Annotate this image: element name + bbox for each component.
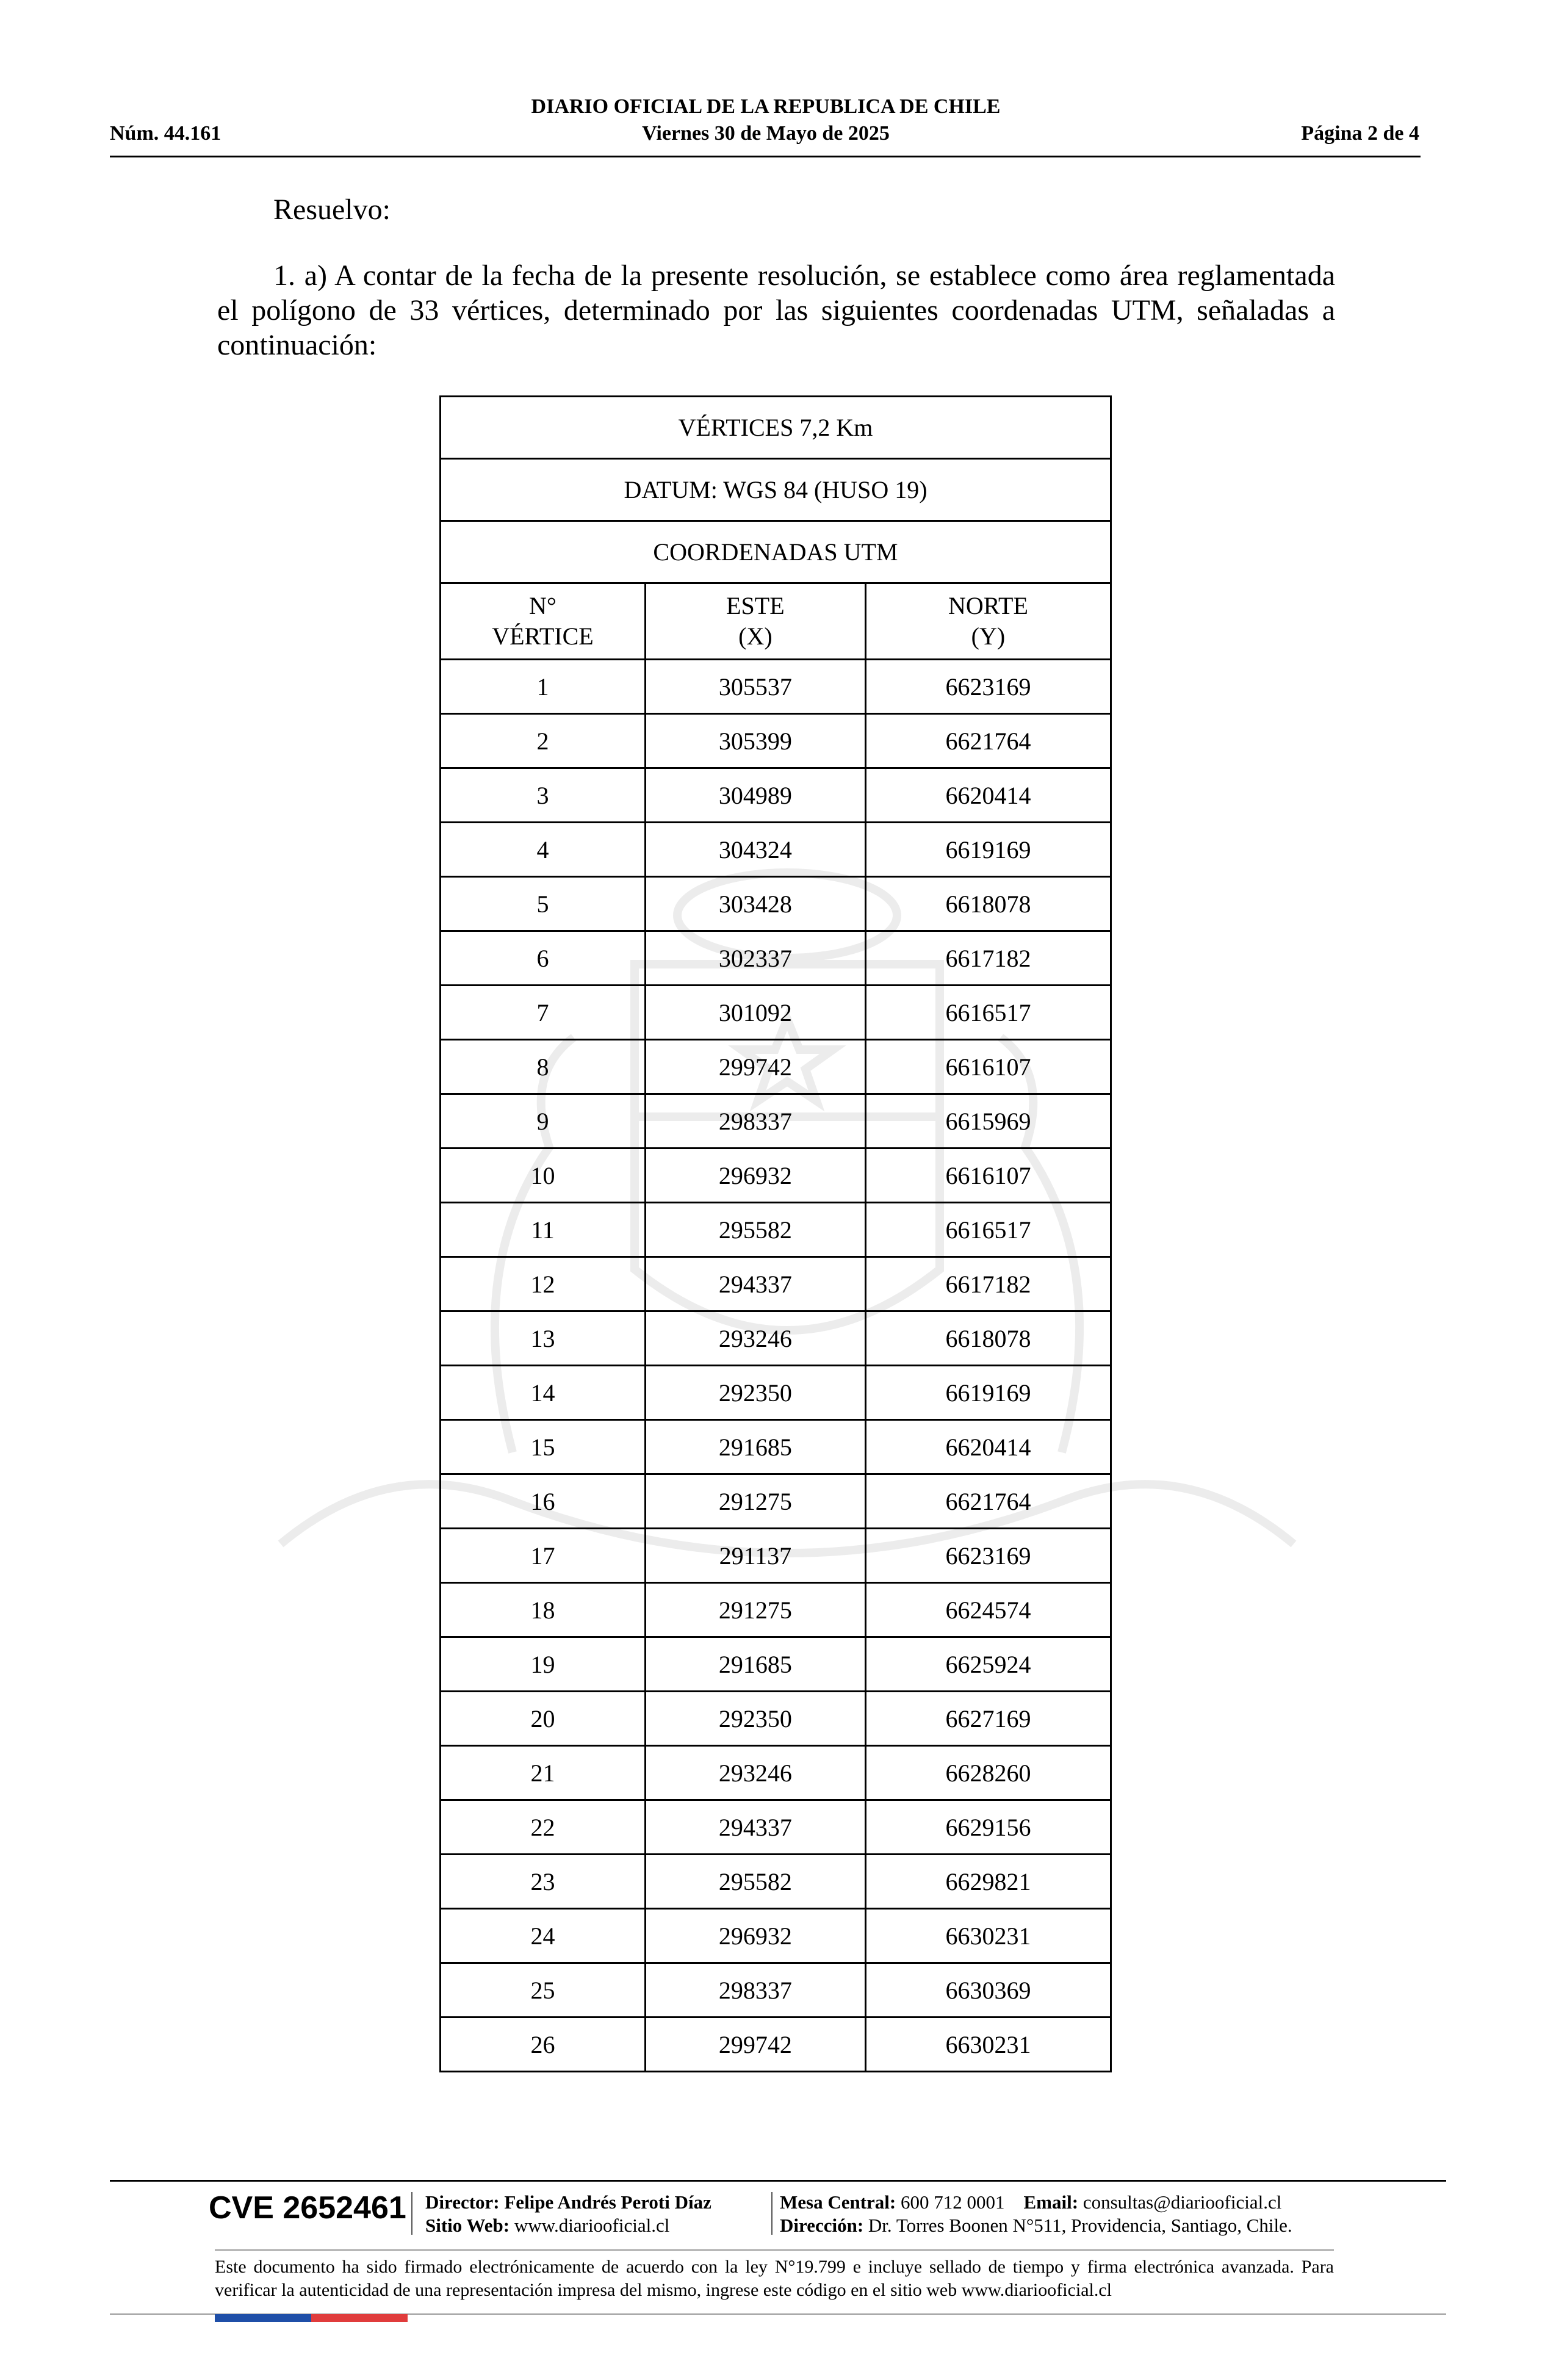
norte-cell: 6621764: [865, 1474, 1111, 1529]
vertex-number-cell: 25: [441, 1963, 646, 2018]
norte-cell: 6616517: [865, 986, 1111, 1040]
table-title-row: [441, 397, 1111, 459]
table-row: [441, 1800, 1111, 1855]
vertex-number-cell: 8: [441, 1040, 646, 1094]
issue-number: Núm. 44.161: [110, 122, 222, 145]
table-coords-label-row: [441, 521, 1111, 583]
este-cell: 295582: [645, 1855, 865, 1909]
signature-notice: Este documento ha sido firmado electrónicamente de acuerdo con la ley N°19.799 e incluye sellado de tiempo y firma electrónica avanzada. Para verificar la autenticidad de una representación impresa del mismo, ingrese este código en el sitio web www.diariooficial.cl: [215, 2257, 1334, 2300]
table-row: [441, 986, 1111, 1040]
vertex-number-cell: 23: [441, 1855, 646, 1909]
este-cell: 294337: [645, 1257, 865, 1311]
norte-cell: 6620414: [865, 1420, 1111, 1474]
table-row: [441, 1149, 1111, 1203]
column-header-vertex-line1: N°: [529, 592, 556, 619]
vertex-number-cell: 19: [441, 1637, 646, 1692]
email-label: Email:: [1023, 2191, 1079, 2213]
table-row: [441, 1692, 1111, 1746]
este-cell: 293246: [645, 1311, 865, 1366]
resolution-paragraph: 1. a) A contar de la fecha de la presente resolución, se establece como área reglamentada el polígono de 33 vértices, determinado por las siguientes coordenadas UTM, señaladas a continuación:: [217, 259, 1335, 361]
este-cell: 298337: [645, 1094, 865, 1149]
vertex-number-cell: 6: [441, 931, 646, 986]
table-row: [441, 823, 1111, 877]
email-link[interactable]: consultas@diariooficial.cl: [1082, 2191, 1282, 2213]
vertex-number-cell: 4: [441, 823, 646, 877]
norte-cell: 6629821: [865, 1855, 1111, 1909]
norte-cell: 6617182: [865, 1257, 1111, 1311]
flag-stripe-blue: [215, 2314, 311, 2322]
column-header-norte: [865, 583, 1111, 660]
header-divider: [110, 156, 1421, 157]
norte-cell: 6630231: [865, 2018, 1111, 2072]
table-row: [441, 1311, 1111, 1366]
vertex-number-cell: 1: [441, 660, 646, 714]
website-link[interactable]: www.diariooficial.cl: [514, 2215, 670, 2236]
norte-cell: 6616107: [865, 1149, 1111, 1203]
column-header-norte-line1: NORTE: [948, 592, 1028, 619]
norte-cell: 6630231: [865, 1909, 1111, 1963]
vertex-number-cell: 26: [441, 2018, 646, 2072]
vertex-number-cell: 20: [441, 1692, 646, 1746]
este-cell: 293246: [645, 1746, 865, 1800]
vertex-number-cell: 2: [441, 714, 646, 768]
norte-cell: 6619169: [865, 823, 1111, 877]
column-header-norte-line2: (Y): [971, 622, 1006, 650]
vertex-number-cell: 18: [441, 1583, 646, 1637]
table-row: [441, 1637, 1111, 1692]
vertex-number-cell: 3: [441, 768, 646, 823]
phone-number: 600 712 0001: [901, 2191, 1005, 2213]
vertex-number-cell: 12: [441, 1257, 646, 1311]
table-row: [441, 1746, 1111, 1800]
este-cell: 301092: [645, 986, 865, 1040]
column-header-vertex: [441, 583, 646, 660]
director-name: Felipe Andrés Peroti Díaz: [504, 2191, 711, 2213]
footer-contact-block: [780, 2191, 1292, 2237]
table-row: [441, 1257, 1111, 1311]
este-cell: 291137: [645, 1529, 865, 1583]
este-cell: 304989: [645, 768, 865, 823]
este-cell: 292350: [645, 1366, 865, 1420]
flag-stripe-red: [311, 2314, 408, 2322]
cve-code: CVE 2652461: [209, 2190, 406, 2226]
table-row: [441, 1040, 1111, 1094]
table-column-headers: [441, 583, 1111, 660]
este-cell: 298337: [645, 1963, 865, 2018]
norte-cell: 6618078: [865, 877, 1111, 931]
este-cell: 302337: [645, 931, 865, 986]
este-cell: 291685: [645, 1420, 865, 1474]
table-row: [441, 660, 1111, 714]
column-header-este-line2: (X): [738, 622, 773, 650]
table-row: [441, 877, 1111, 931]
vertex-number-cell: 24: [441, 1909, 646, 1963]
norte-cell: 6620414: [865, 768, 1111, 823]
table-coords-label: COORDENADAS UTM: [441, 521, 1111, 583]
norte-cell: 6616517: [865, 1203, 1111, 1257]
este-cell: 295582: [645, 1203, 865, 1257]
issue-date: Viernes 30 de Mayo de 2025: [642, 122, 890, 145]
este-cell: 291685: [645, 1637, 865, 1692]
footer-separator: [771, 2192, 773, 2235]
este-cell: 303428: [645, 877, 865, 931]
page-indicator: Página 2 de 4: [1301, 122, 1419, 145]
column-header-este-line1: ESTE: [726, 592, 785, 619]
table-row: [441, 1909, 1111, 1963]
table-row: [441, 1203, 1111, 1257]
norte-cell: 6619169: [865, 1366, 1111, 1420]
table-row: [441, 714, 1111, 768]
column-header-vertex-line2: VÉRTICE: [492, 622, 594, 650]
resuelvo-heading: Resuelvo:: [273, 193, 391, 226]
norte-cell: 6615969: [865, 1094, 1111, 1149]
newspaper-title: DIARIO OFICIAL DE LA REPUBLICA DE CHILE: [531, 95, 1001, 118]
table-title: VÉRTICES 7,2 Km: [441, 397, 1111, 459]
table-row: [441, 1474, 1111, 1529]
vertex-number-cell: 11: [441, 1203, 646, 1257]
table-row: [441, 1420, 1111, 1474]
footer-director-block: [425, 2191, 711, 2237]
norte-cell: 6624574: [865, 1583, 1111, 1637]
norte-cell: 6628260: [865, 1746, 1111, 1800]
vertex-number-cell: 17: [441, 1529, 646, 1583]
table-row: [441, 2018, 1111, 2072]
vertex-number-cell: 22: [441, 1800, 646, 1855]
table-row: [441, 1963, 1111, 2018]
table-row: [441, 1094, 1111, 1149]
este-cell: 296932: [645, 1909, 865, 1963]
footer-divider-mid: [215, 2249, 1334, 2251]
norte-cell: 6617182: [865, 931, 1111, 986]
table-row: [441, 1529, 1111, 1583]
footer-separator: [411, 2192, 412, 2235]
address-label: Dirección:: [780, 2215, 864, 2236]
vertex-number-cell: 21: [441, 1746, 646, 1800]
table-row: [441, 1855, 1111, 1909]
norte-cell: 6627169: [865, 1692, 1111, 1746]
table-datum-row: [441, 459, 1111, 521]
este-cell: 294337: [645, 1800, 865, 1855]
column-header-este: [645, 583, 865, 660]
norte-cell: 6623169: [865, 660, 1111, 714]
vertex-number-cell: 15: [441, 1420, 646, 1474]
vertex-number-cell: 10: [441, 1149, 646, 1203]
table-row: [441, 931, 1111, 986]
phone-label: Mesa Central:: [780, 2191, 896, 2213]
website-label: Sitio Web:: [425, 2215, 510, 2236]
footer-divider-top: [110, 2180, 1446, 2182]
este-cell: 299742: [645, 1040, 865, 1094]
vertex-number-cell: 16: [441, 1474, 646, 1529]
este-cell: 304324: [645, 823, 865, 877]
este-cell: 296932: [645, 1149, 865, 1203]
este-cell: 292350: [645, 1692, 865, 1746]
address-value: Dr. Torres Boonen N°511, Providencia, Santiago, Chile.: [868, 2215, 1292, 2236]
director-label: Director:: [425, 2191, 500, 2213]
norte-cell: 6618078: [865, 1311, 1111, 1366]
este-cell: 291275: [645, 1583, 865, 1637]
utm-coordinates-table: [439, 395, 1112, 2072]
este-cell: 305399: [645, 714, 865, 768]
norte-cell: 6623169: [865, 1529, 1111, 1583]
table-row: [441, 1583, 1111, 1637]
table-row: [441, 1366, 1111, 1420]
este-cell: 299742: [645, 2018, 865, 2072]
norte-cell: 6625924: [865, 1637, 1111, 1692]
table-row: [441, 768, 1111, 823]
norte-cell: 6616107: [865, 1040, 1111, 1094]
norte-cell: 6630369: [865, 1963, 1111, 2018]
este-cell: 305537: [645, 660, 865, 714]
norte-cell: 6621764: [865, 714, 1111, 768]
este-cell: 291275: [645, 1474, 865, 1529]
vertex-number-cell: 9: [441, 1094, 646, 1149]
vertex-number-cell: 7: [441, 986, 646, 1040]
vertex-number-cell: 14: [441, 1366, 646, 1420]
vertex-number-cell: 5: [441, 877, 646, 931]
norte-cell: 6629156: [865, 1800, 1111, 1855]
vertex-number-cell: 13: [441, 1311, 646, 1366]
table-datum: DATUM: WGS 84 (HUSO 19): [441, 459, 1111, 521]
